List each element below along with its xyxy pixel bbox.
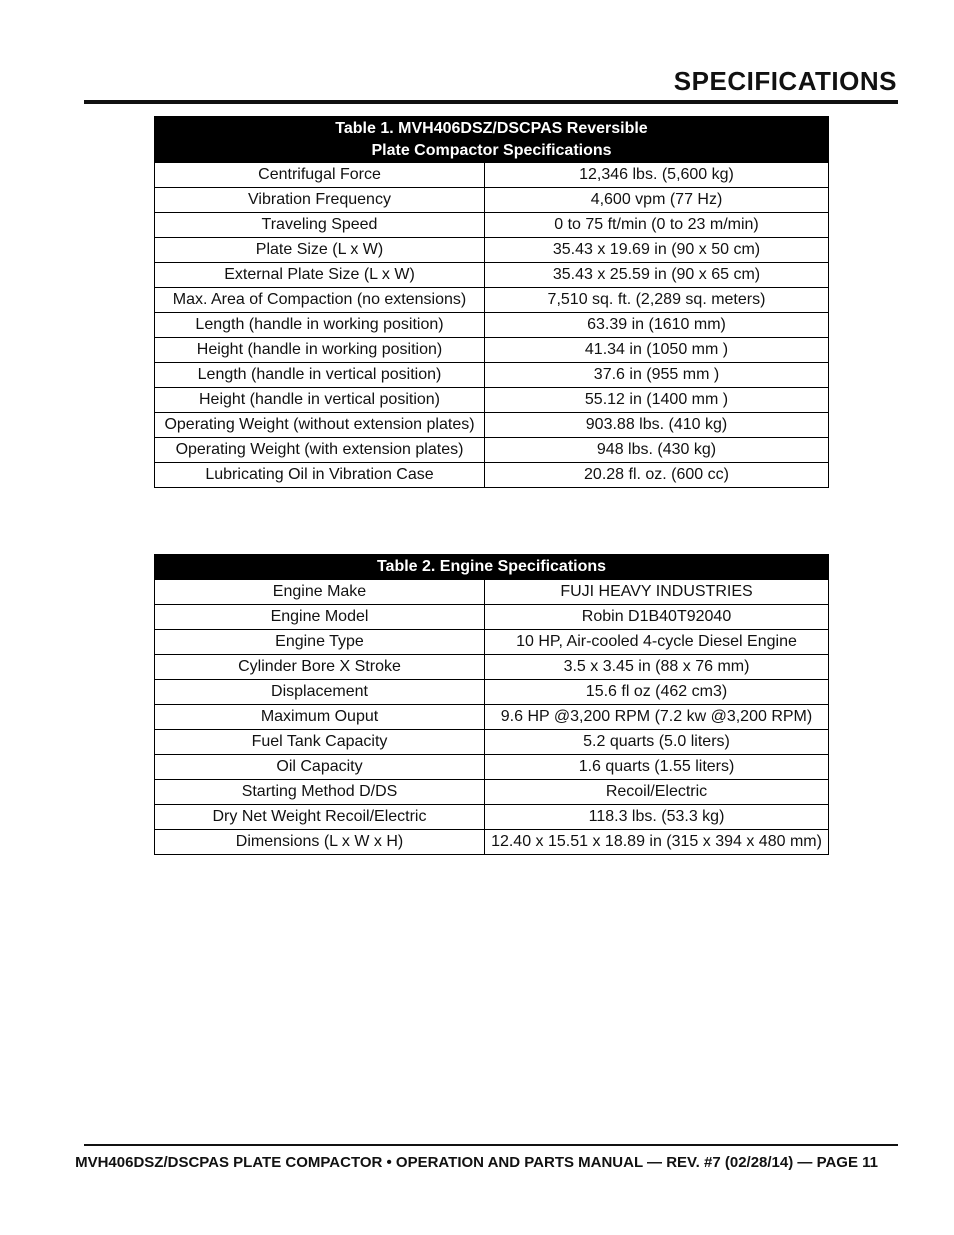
spec-label-cell: Engine Type — [155, 630, 485, 655]
spec-value-cell: FUJI HEAVY INDUSTRIES — [485, 580, 829, 605]
spec-label-cell: Lubricating Oil in Vibration Case — [155, 463, 485, 488]
table-title-line-2: Plate Compactor Specifications — [371, 141, 612, 159]
header-rule — [84, 100, 898, 104]
spec-label-cell: Length (handle in working position) — [155, 313, 485, 338]
table-row — [155, 238, 829, 263]
table-row — [155, 680, 829, 705]
spec-label-cell: Plate Size (L x W) — [155, 238, 485, 263]
spec-value-cell: 948 lbs. (430 kg) — [485, 438, 829, 463]
compactor-specifications-table — [154, 116, 829, 488]
table-row — [155, 605, 829, 630]
page-footer: MVH406DSZ/DSCPAS PLATE COMPACTOR • OPERATION AND PARTS MANUAL — REV. #7 (02/28/14) — PAGE 11 — [75, 1154, 878, 1171]
spec-value-cell: 4,600 vpm (77 Hz) — [485, 188, 829, 213]
table-row — [155, 163, 829, 188]
spec-label-cell: Max. Area of Compaction (no extensions) — [155, 288, 485, 313]
table-row — [155, 338, 829, 363]
page-title: SPECIFICATIONS — [673, 66, 897, 96]
spec-value-cell: 55.12 in (1400 mm ) — [485, 388, 829, 413]
spec-value-cell: Robin D1B40T92040 — [485, 605, 829, 630]
table-row — [155, 755, 829, 780]
table-row — [155, 780, 829, 805]
spec-value-cell: 12,346 lbs. (5,600 kg) — [485, 163, 829, 188]
spec-label-cell: Dry Net Weight Recoil/Electric — [155, 805, 485, 830]
table-title: Table 2. Engine Specifications — [155, 555, 829, 580]
spec-label-cell: Oil Capacity — [155, 755, 485, 780]
table-row — [155, 188, 829, 213]
table-title-line-1: Table 1. MVH406DSZ/DSCPAS Reversible — [335, 119, 648, 137]
table-row — [155, 263, 829, 288]
spec-label-cell: Cylinder Bore X Stroke — [155, 655, 485, 680]
table-header-row — [155, 117, 829, 163]
spec-value-cell: 63.39 in (1610 mm) — [485, 313, 829, 338]
table-row — [155, 630, 829, 655]
spec-label-cell: Operating Weight (without extension plates) — [155, 413, 485, 438]
spec-label-cell: Fuel Tank Capacity — [155, 730, 485, 755]
spec-value-cell: 3.5 x 3.45 in (88 x 76 mm) — [485, 655, 829, 680]
table-row — [155, 413, 829, 438]
spec-value-cell: 118.3 lbs. (53.3 kg) — [485, 805, 829, 830]
table-row — [155, 463, 829, 488]
table-row — [155, 313, 829, 338]
table-row — [155, 388, 829, 413]
table-row — [155, 705, 829, 730]
spec-value-cell: 5.2 quarts (5.0 liters) — [485, 730, 829, 755]
spec-label-cell: Starting Method D/DS — [155, 780, 485, 805]
spec-label-cell: External Plate Size (L x W) — [155, 263, 485, 288]
spec-value-cell: 7,510 sq. ft. (2,289 sq. meters) — [485, 288, 829, 313]
spec-label-cell: Displacement — [155, 680, 485, 705]
table-row — [155, 288, 829, 313]
spec-label-cell: Maximum Ouput — [155, 705, 485, 730]
table-row — [155, 438, 829, 463]
spec-label-cell: Height (handle in working position) — [155, 338, 485, 363]
spec-value-cell: 37.6 in (955 mm ) — [485, 363, 829, 388]
spec-value-cell: 20.28 fl. oz. (600 cc) — [485, 463, 829, 488]
spec-label-cell: Traveling Speed — [155, 213, 485, 238]
table-header-row — [155, 555, 829, 580]
spec-label-cell: Height (handle in vertical position) — [155, 388, 485, 413]
spec-value-cell: 10 HP, Air-cooled 4-cycle Diesel Engine — [485, 630, 829, 655]
spec-value-cell: 12.40 x 15.51 x 18.89 in (315 x 394 x 480 mm) — [485, 830, 829, 855]
table-title — [155, 117, 829, 163]
spec-value-cell: 35.43 x 19.69 in (90 x 50 cm) — [485, 238, 829, 263]
table-row — [155, 830, 829, 855]
footer-rule — [84, 1144, 898, 1146]
table-row — [155, 213, 829, 238]
table-row — [155, 363, 829, 388]
spec-label-cell: Centrifugal Force — [155, 163, 485, 188]
spec-label-cell: Operating Weight (with extension plates) — [155, 438, 485, 463]
engine-specifications-table — [154, 554, 829, 855]
spec-label-cell: Dimensions (L x W x H) — [155, 830, 485, 855]
spec-label-cell: Engine Make — [155, 580, 485, 605]
table-row — [155, 730, 829, 755]
table-row — [155, 805, 829, 830]
spec-value-cell: 35.43 x 25.59 in (90 x 65 cm) — [485, 263, 829, 288]
table-row — [155, 580, 829, 605]
spec-label-cell: Engine Model — [155, 605, 485, 630]
spec-value-cell: Recoil/Electric — [485, 780, 829, 805]
spec-label-cell: Vibration Frequency — [155, 188, 485, 213]
spec-value-cell: 15.6 fl oz (462 cm3) — [485, 680, 829, 705]
table-row — [155, 655, 829, 680]
spec-value-cell: 903.88 lbs. (410 kg) — [485, 413, 829, 438]
spec-value-cell: 1.6 quarts (1.55 liters) — [485, 755, 829, 780]
spec-value-cell: 41.34 in (1050 mm ) — [485, 338, 829, 363]
spec-label-cell: Length (handle in vertical position) — [155, 363, 485, 388]
spec-value-cell: 9.6 HP @3,200 RPM (7.2 kw @3,200 RPM) — [485, 705, 829, 730]
spec-value-cell: 0 to 75 ft/min (0 to 23 m/min) — [485, 213, 829, 238]
